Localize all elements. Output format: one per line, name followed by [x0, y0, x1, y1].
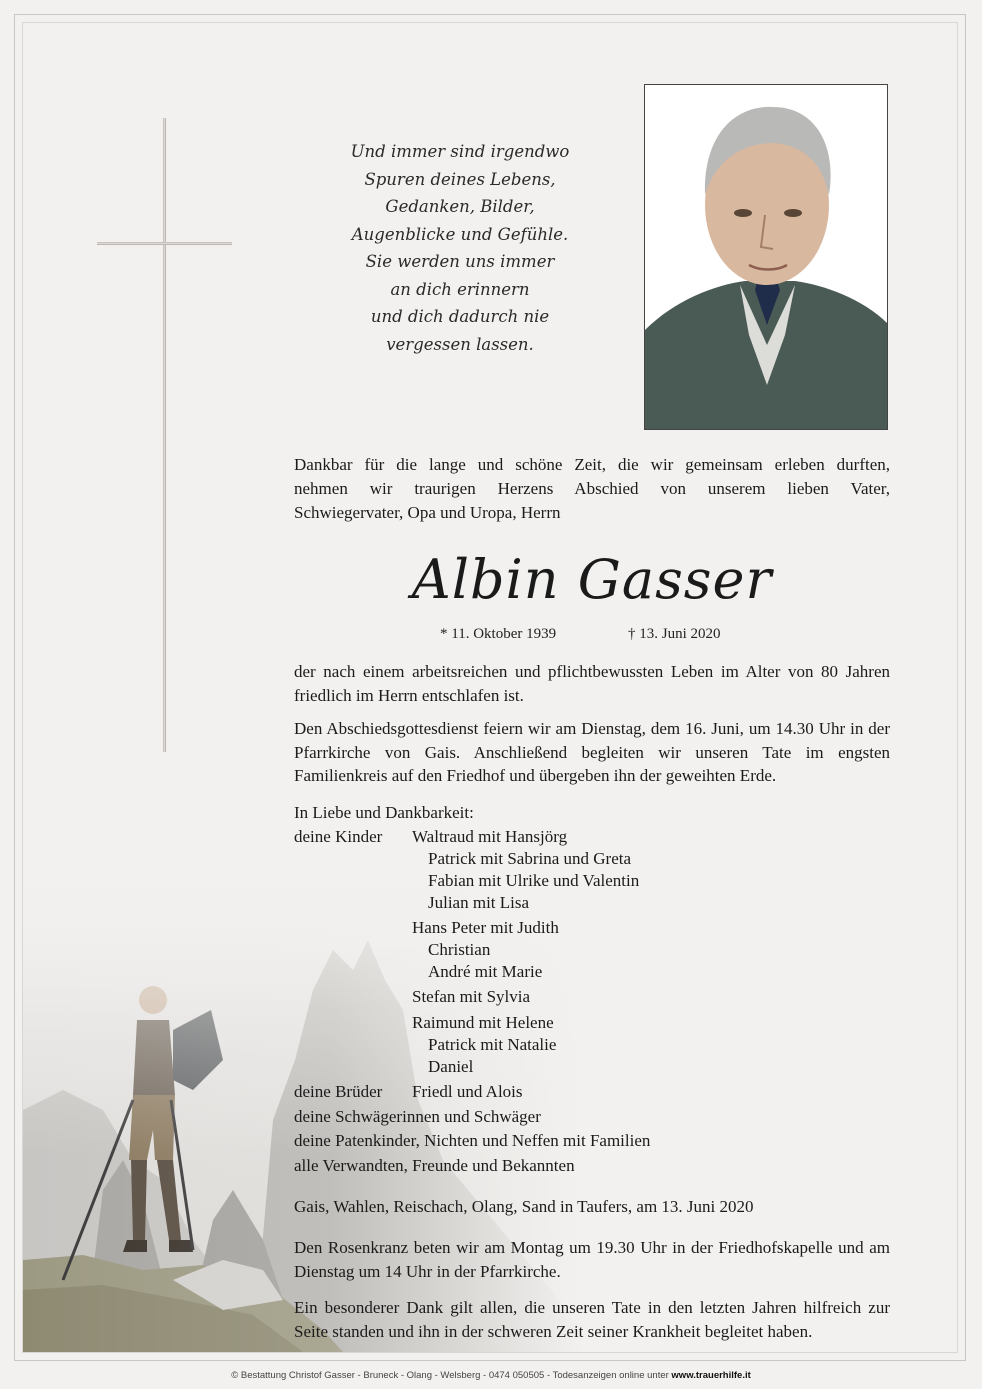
death-date: † 13. Juni 2020 — [628, 626, 721, 642]
grandchild-name: Christian — [428, 940, 491, 959]
intro-line: Schwiegervater, Opa und Uropa, Herrn — [294, 503, 561, 522]
birth-date: * 11. Oktober 1939 — [440, 626, 557, 642]
portrait-photo — [644, 84, 888, 430]
cross-horizontal-bar — [97, 242, 232, 245]
intro-line: Dankbar für die lange und schöne Zeit, die wir gemeinsam erleben durften, — [294, 455, 890, 474]
footer — [0, 1370, 982, 1381]
grandchild-name: Patrick mit Sabrina und Greta — [428, 849, 632, 868]
grandchild-name: Daniel — [428, 1057, 474, 1076]
child-name: Stefan mit Sylvia — [412, 987, 531, 1006]
service-paragraph: Den Abschiedsgottesdienst feiern wir am Dienstag, dem 16. Juni, um 14.30 Uhr in der Pfarrkirche von Gais. Anschließend begleiten wir unseren Tate im engsten Familienkreis auf den Friedhof und übergeben ihn der geweihten Erde. — [294, 719, 890, 785]
family-others: deine Schwägerinnen und Schwäger — [294, 1107, 541, 1126]
life-paragraph: der nach einem arbeitsreichen und pflichtbewussten Leben im Alter von 80 Jahren friedlich im Herrn entschlafen ist. — [294, 662, 890, 705]
footer-text: © Bestattung Christof Gasser - Bruneck - Olang - Welsberg - 0474 050505 - Todesanzeigen online unter — [231, 1370, 669, 1381]
poem: Und immer sind irgendwo Spuren deines Lebens, Gedanken, Bilder, Augenblicke und Gefühle. Sie werden uns immer an dich erinnern und dich dadurch nie vergessen lassen. — [350, 142, 570, 354]
family-heading: In Liebe und Dankbarkeit: — [294, 803, 474, 822]
grandchild-name: Julian mit Lisa — [428, 893, 530, 912]
cross-vertical-bar — [163, 118, 166, 752]
place-and-date: Gais, Wahlen, Reischach, Olang, Sand in Taufers, am 13. Juni 2020 — [294, 1197, 754, 1216]
grandchild-name: Patrick mit Natalie — [428, 1035, 557, 1054]
child-name: Hans Peter mit Judith — [412, 918, 559, 937]
thanks-paragraph: Ein besonderer Dank gilt allen, die unseren Tate in den letzten Jahren hilfreich zur Seite standen und ihn in der schweren Zeit seiner Krankheit begleitet haben. — [294, 1298, 890, 1341]
child-name: Raimund mit Helene — [412, 1013, 554, 1032]
grandchild-name: Fabian mit Ulrike und Valentin — [428, 871, 640, 890]
children-label: deine Kinder — [294, 827, 383, 846]
grandchild-name: André mit Marie — [428, 962, 543, 981]
footer-link[interactable]: www.trauerhilfe.it — [671, 1370, 751, 1381]
rosary-paragraph: Den Rosenkranz beten wir am Montag um 19.30 Uhr in der Friedhofskapelle und am Dienstag um 14 Uhr in der Pfarrkirche. — [294, 1238, 890, 1281]
child-name: Waltraud mit Hansjörg — [412, 827, 568, 846]
intro-line: nehmen wir traurigen Herzens Abschied von unserem lieben Vater, — [294, 479, 890, 498]
family-others: alle Verwandten, Freunde und Bekannten — [294, 1156, 575, 1175]
intro-text — [294, 453, 890, 525]
deceased-name: Albin Gasser — [411, 548, 773, 611]
brothers-names: Friedl und Alois — [412, 1082, 523, 1101]
family-others: deine Patenkinder, Nichten und Neffen mit Familien — [294, 1131, 651, 1150]
brothers-label: deine Brüder — [294, 1082, 383, 1101]
